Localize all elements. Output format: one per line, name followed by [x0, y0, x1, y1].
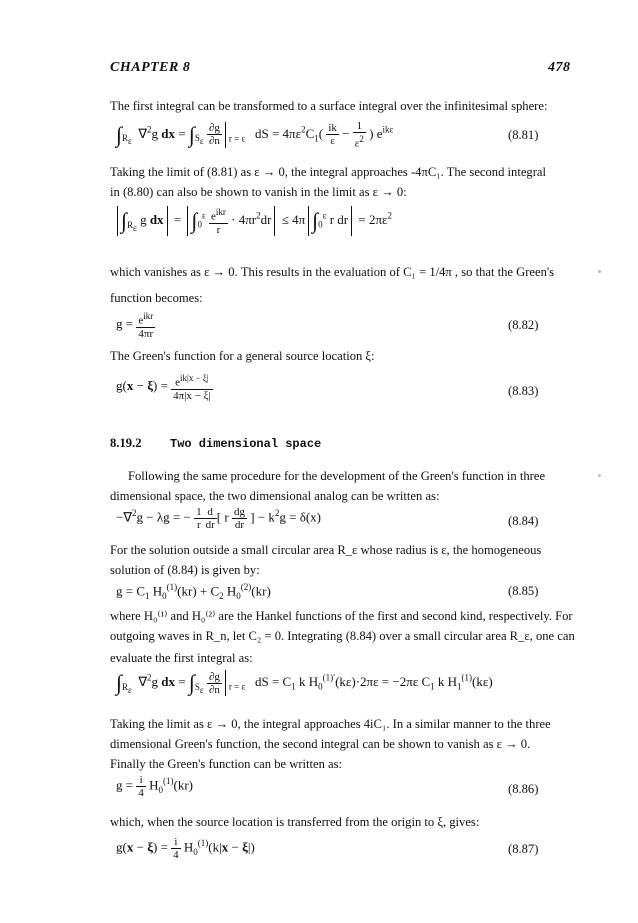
paragraph-line: outgoing waves in R_n, let C₂ = 0. Integrating (8.84) over a small circular area R_ε, one can: [110, 629, 575, 643]
paragraph-line: Following the same procedure for the development of the Green's function in three: [128, 469, 546, 483]
paragraph-line: which, when the source location is transferred from the origin to ξ, gives:: [110, 815, 480, 829]
equation-flux: $\int_{R_\varepsilon}$ ∇$^2$g dx = $\int_{S_\varepsilon}$ $\frac{\partial g}{\partial n}$ $_{r = \varepsilon}$ dS = $C_1$ k $H_0^{(1)'}(k\varepsilon)\cdot 2\pi\varepsilon = -2\pi\varepsilon$ $C_1$ k $H_1^{(1)}(k\varepsilon)$: [116, 670, 493, 696]
equation-8-87: g(x − ξ) = $\frac{i}{4}$ $H_0^{(1)}(k|x - \xi|)$: [116, 836, 255, 861]
section-title: Two dimensional space: [170, 437, 322, 451]
equation-8-81: $\int_{R_\varepsilon}$ ∇$^2$g dx = $\int_{S_\varepsilon}$ $\frac{\partial g}{\partial n}$ $_{r = \varepsilon}$ dS = $4\pi\varepsilon^2C_1$( $\frac{ik}{\varepsilon}$ − $\frac{1}{\varepsilon^2}$ ) $e^{ik\varepsilon}$: [116, 120, 394, 150]
paragraph-line: which vanishes as ε → 0. This results in the evaluation of C₁ = 1/4π , so that the Green's: [110, 265, 555, 279]
chapter-header: CHAPTER 8: [110, 60, 191, 75]
equation-number: (8.83): [508, 384, 539, 398]
paragraph-line: Taking the limit as ε → 0, the integral approaches 4iC₁. In a similar manner to the three: [110, 717, 551, 731]
equation-number: (8.81): [508, 128, 539, 142]
paragraph-line: The Green's function for a general source location ξ:: [110, 349, 375, 363]
paragraph-line: Finally the Green's function can be written as:: [110, 757, 343, 771]
equation-8-84: −∇$^2$g − λg = − $\frac{1}{r}$ $\frac{d}{dr}$ [ r $\frac{dg}{dr}$ ] − $k^2g = \delta(x)$: [116, 506, 321, 531]
equation-number: (8.86): [508, 782, 539, 796]
equation-8-82: g = $\frac{e^{ikr}}{4\pi r}$: [116, 311, 154, 340]
section-number: 8.19.2: [110, 436, 142, 450]
equation-8-86: g = $\frac{i}{4}$ $H_0^{(1)}(kr)$: [116, 774, 193, 799]
paragraph-line: in (8.80) can also be shown to vanish in the limit as ε → 0:: [110, 185, 407, 199]
equation-number: (8.82): [508, 318, 539, 332]
paragraph-line: The first integral can be transformed to a surface integral over the infinitesimal sphere:: [110, 99, 548, 113]
section-heading: [110, 436, 321, 451]
page-number: 478: [548, 60, 571, 75]
paragraph-line: where H₀⁽¹⁾ and H₀⁽²⁾ are the Hankel functions of the first and second kind, respectively. For: [110, 609, 573, 623]
scan-artifact-dot: [598, 270, 601, 273]
paragraph-line: evaluate the first integral as:: [110, 651, 253, 665]
equation-8-85: $g = C_1$ $H_0^{(1)}(kr) + C_2$ $H_0^{(2)}(kr)$: [116, 582, 271, 601]
paragraph-line: dimensional Green's function, the second integral can be shown to vanish as ε → 0.: [110, 737, 531, 751]
paragraph-line: solution of (8.84) is given by:: [110, 563, 260, 577]
equation-8-83: g(x − ξ) = $\frac{e^{ik|x - \xi|}}{4\pi|x - \xi|}$: [116, 373, 211, 402]
equation-bound: $\int_{R_\varepsilon}$ g dx = $\int_0^\varepsilon$ $\frac{e^{ikr}}{r}$ · $4\pi r^2dr \le 4\pi$ $\int_0^\varepsilon$ r dr = $2\pi\varepsilon^2$: [114, 206, 392, 236]
equation-number: (8.87): [508, 842, 539, 856]
paragraph-line: function becomes:: [110, 291, 203, 305]
equation-number: (8.84): [508, 514, 539, 528]
paragraph-line: Taking the limit of (8.81) as ε → 0, the integral approaches -4πC₁. The second integral: [110, 165, 546, 179]
scan-artifact-dot: [598, 474, 601, 477]
paragraph-line: For the solution outside a small circular area R_ε whose radius is ε, the homogeneous: [110, 543, 542, 557]
equation-number: (8.85): [508, 584, 539, 598]
paragraph-line: dimensional space, the two dimensional analog can be written as:: [110, 489, 440, 503]
